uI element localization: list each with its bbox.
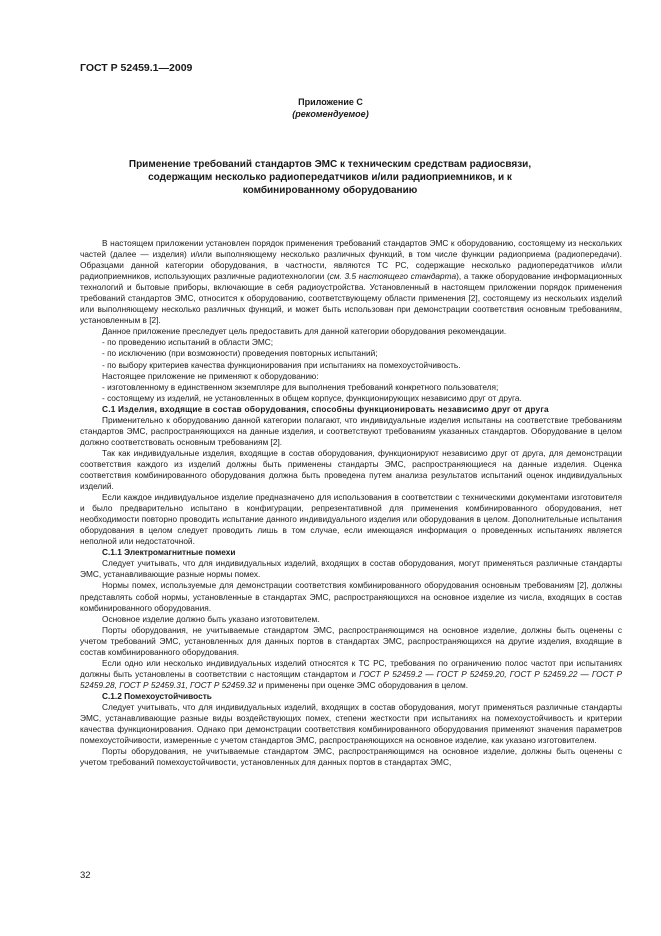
list-item: - состоящему из изделий, не установленных в общем корпусе, функционирующих независимо друг от друга. [102,392,522,403]
paragraph: Данное приложение преследует цель предоставить для данной категории оборудования рекомендации. [102,326,507,337]
paragraph: Следует учитывать, что для индивидуальных изделий, входящих в состав оборудования, могут применяться различные стандарты ЭМС, устанавливающие разные нормы помех. [80,558,622,580]
appendix-status: (рекомендуемое) [292,109,369,119]
appendix-title: Приложение С [298,97,363,107]
paragraph: Нормы помех, используемые для демонстрации соответствия комбинированного оборудования основным требованиям [2], должны представлять собой нормы, установленные в стандартах ЭМС, распространяющихся на основное изделие из числа, входящих в состав комбинированного оборудования. [80,580,622,613]
paragraph [80,238,622,326]
paragraph: Порты оборудования, не учитываемые стандартом ЭМС, распространяющимся на основное изделие, должны быть оценены с учетом требований помехоустойчивости, установленных для данных портов в стандартах ЭМС, [80,746,622,768]
document-body [80,238,622,768]
text-run: Если одно или несколько индивидуальных изделий относятся к ТС РС, требования по ограничению полос частот при испытаниях должны быть установлены в соответствии с настоящим стандартом и [80,657,622,679]
section-heading: Применение требований стандартов ЭМС к техническим средствам радиосвязи, содержащим несколько радиопередатчиков и/или радиоприемников, и к комбинированному оборудованию [128,159,532,196]
italic-reference: ГОСТ Р 52459.2 — ГОСТ Р 52459.20, ГОСТ Р 52459.22 — ГОСТ Р 52459.28, ГОСТ Р 52459.31, ГОСТ Р 52459.32 [80,668,622,690]
italic-reference: см. 3.5 настоящего стандарта [329,271,457,282]
paragraph: Следует учитывать, что для индивидуальных изделий, входящих в состав оборудования, могут применяться различные стандарты ЭМС, устанавливающие разные виды воздействующих помех, степени жесткости при испытаниях на помехоустойчивость и критерии качества функционирования. Однако при демонстрации соответствия комбинированного оборудования применяют значения параметров помехоустойчивости, измеренные с учетом стандартов ЭМС, распространяющихся на основное изделие, как указано изготовителем. [80,701,622,746]
appendix-block [0,96,661,120]
paragraph: Настоящее приложение не применяют к оборудованию: [102,370,319,381]
document-code: ГОСТ Р 52459.1—2009 [80,62,193,74]
page-number: 32 [80,870,91,881]
paragraph: Если каждое индивидуальное изделие предназначено для использования в соответствии с техническими документами изготовителя и было предварительно испытано в конфигурации, репрезентативной для применения комбинированного оборудования, нет необходимости повторно проводить испытание данного индивидуального изделия или оборудования в целом. Дополнительные испытания оборудования в целом следует проводить лишь в том случае, если имеющаяся информация о проведенных испытаниях является неполной или недостаточной. [80,492,622,547]
text-run: ), а также оборудование информационных технологий и бытовые приборы, включающие в себя радиоустройства. Установленный в настоящем приложении порядок применения требований стандартов ЭМС, относится к оборудованию, соответствующему области применения [2], состоящему из нескольких изделий или выполняющему несколько различных функций, и может быть использован при демонстрации соответствия основным требованиям, установленным в [2]. [80,271,622,326]
list-item: - по выбору критериев качества функционирования при испытаниях на помехоустойчивость. [102,359,461,370]
list-item: - по проведению испытаний в области ЭМС; [102,337,274,348]
paragraph: Так как индивидуальные изделия, входящие в состав оборудования, функционируют независимо друг от друга, для демонстрации соответствия каждого из изделий должны быть применены стандарты ЭМС, распространяющиеся на данные изделия. Оценка соответствия комбинированного оборудования должна быть проведена путем анализа результатов испытаний оценок индивидуальных изделий. [80,447,622,492]
list-item: - по исключению (при возможности) проведения повторных испытаний; [102,348,378,359]
section-title-c11: С.1.1 Электромагнитные помехи [102,547,236,558]
text-run: и применены при оценке ЭМС оборудования в целом. [256,679,469,690]
paragraph: Порты оборудования, не учитываемые стандартом ЭМС, распространяющимся на основное изделие, должны быть оценены с учетом требований ЭМС, установленных для данных портов в стандартах ЭМС, распространяющихся на другие изделия, входящие в состав комбинированного оборудования. [80,624,622,657]
section-title-c1: С.1 Изделия, входящие в состав оборудования, способны функционировать независимо друг от друга [102,403,549,414]
text-run: В настоящем приложении установлен порядок применения требований стандартов ЭМС к оборудованию, состоящему из нескольких частей (далее — изделия) и/или выполняющему несколько различных функций, в том числе функции радиоприема (радиопередачи). Образцами данной категории оборудования, в частности, являются ТС РС, содержащие несколько радиопередатчиков и/или радиоприемников, использующих различные радиотехнологии ( [80,238,622,282]
paragraph: Применительно к оборудованию данной категории полагают, что индивидуальные изделия испытаны на соответствие требованиям стандартов ЭМС, распространяющихся на данные изделия, и соответствуют требованиям указанных стандартов. Оборудование в целом должно соответствовать основным требованиям [2]. [80,414,622,447]
section-title-c12: С.1.2 Помехоустойчивость [102,690,212,701]
paragraph: Основное изделие должно быть указано изготовителем. [102,613,320,624]
paragraph [80,658,622,691]
list-item: - изготовленному в единственном экземпляре для выполнения требований конкретного пользователя; [102,381,499,392]
